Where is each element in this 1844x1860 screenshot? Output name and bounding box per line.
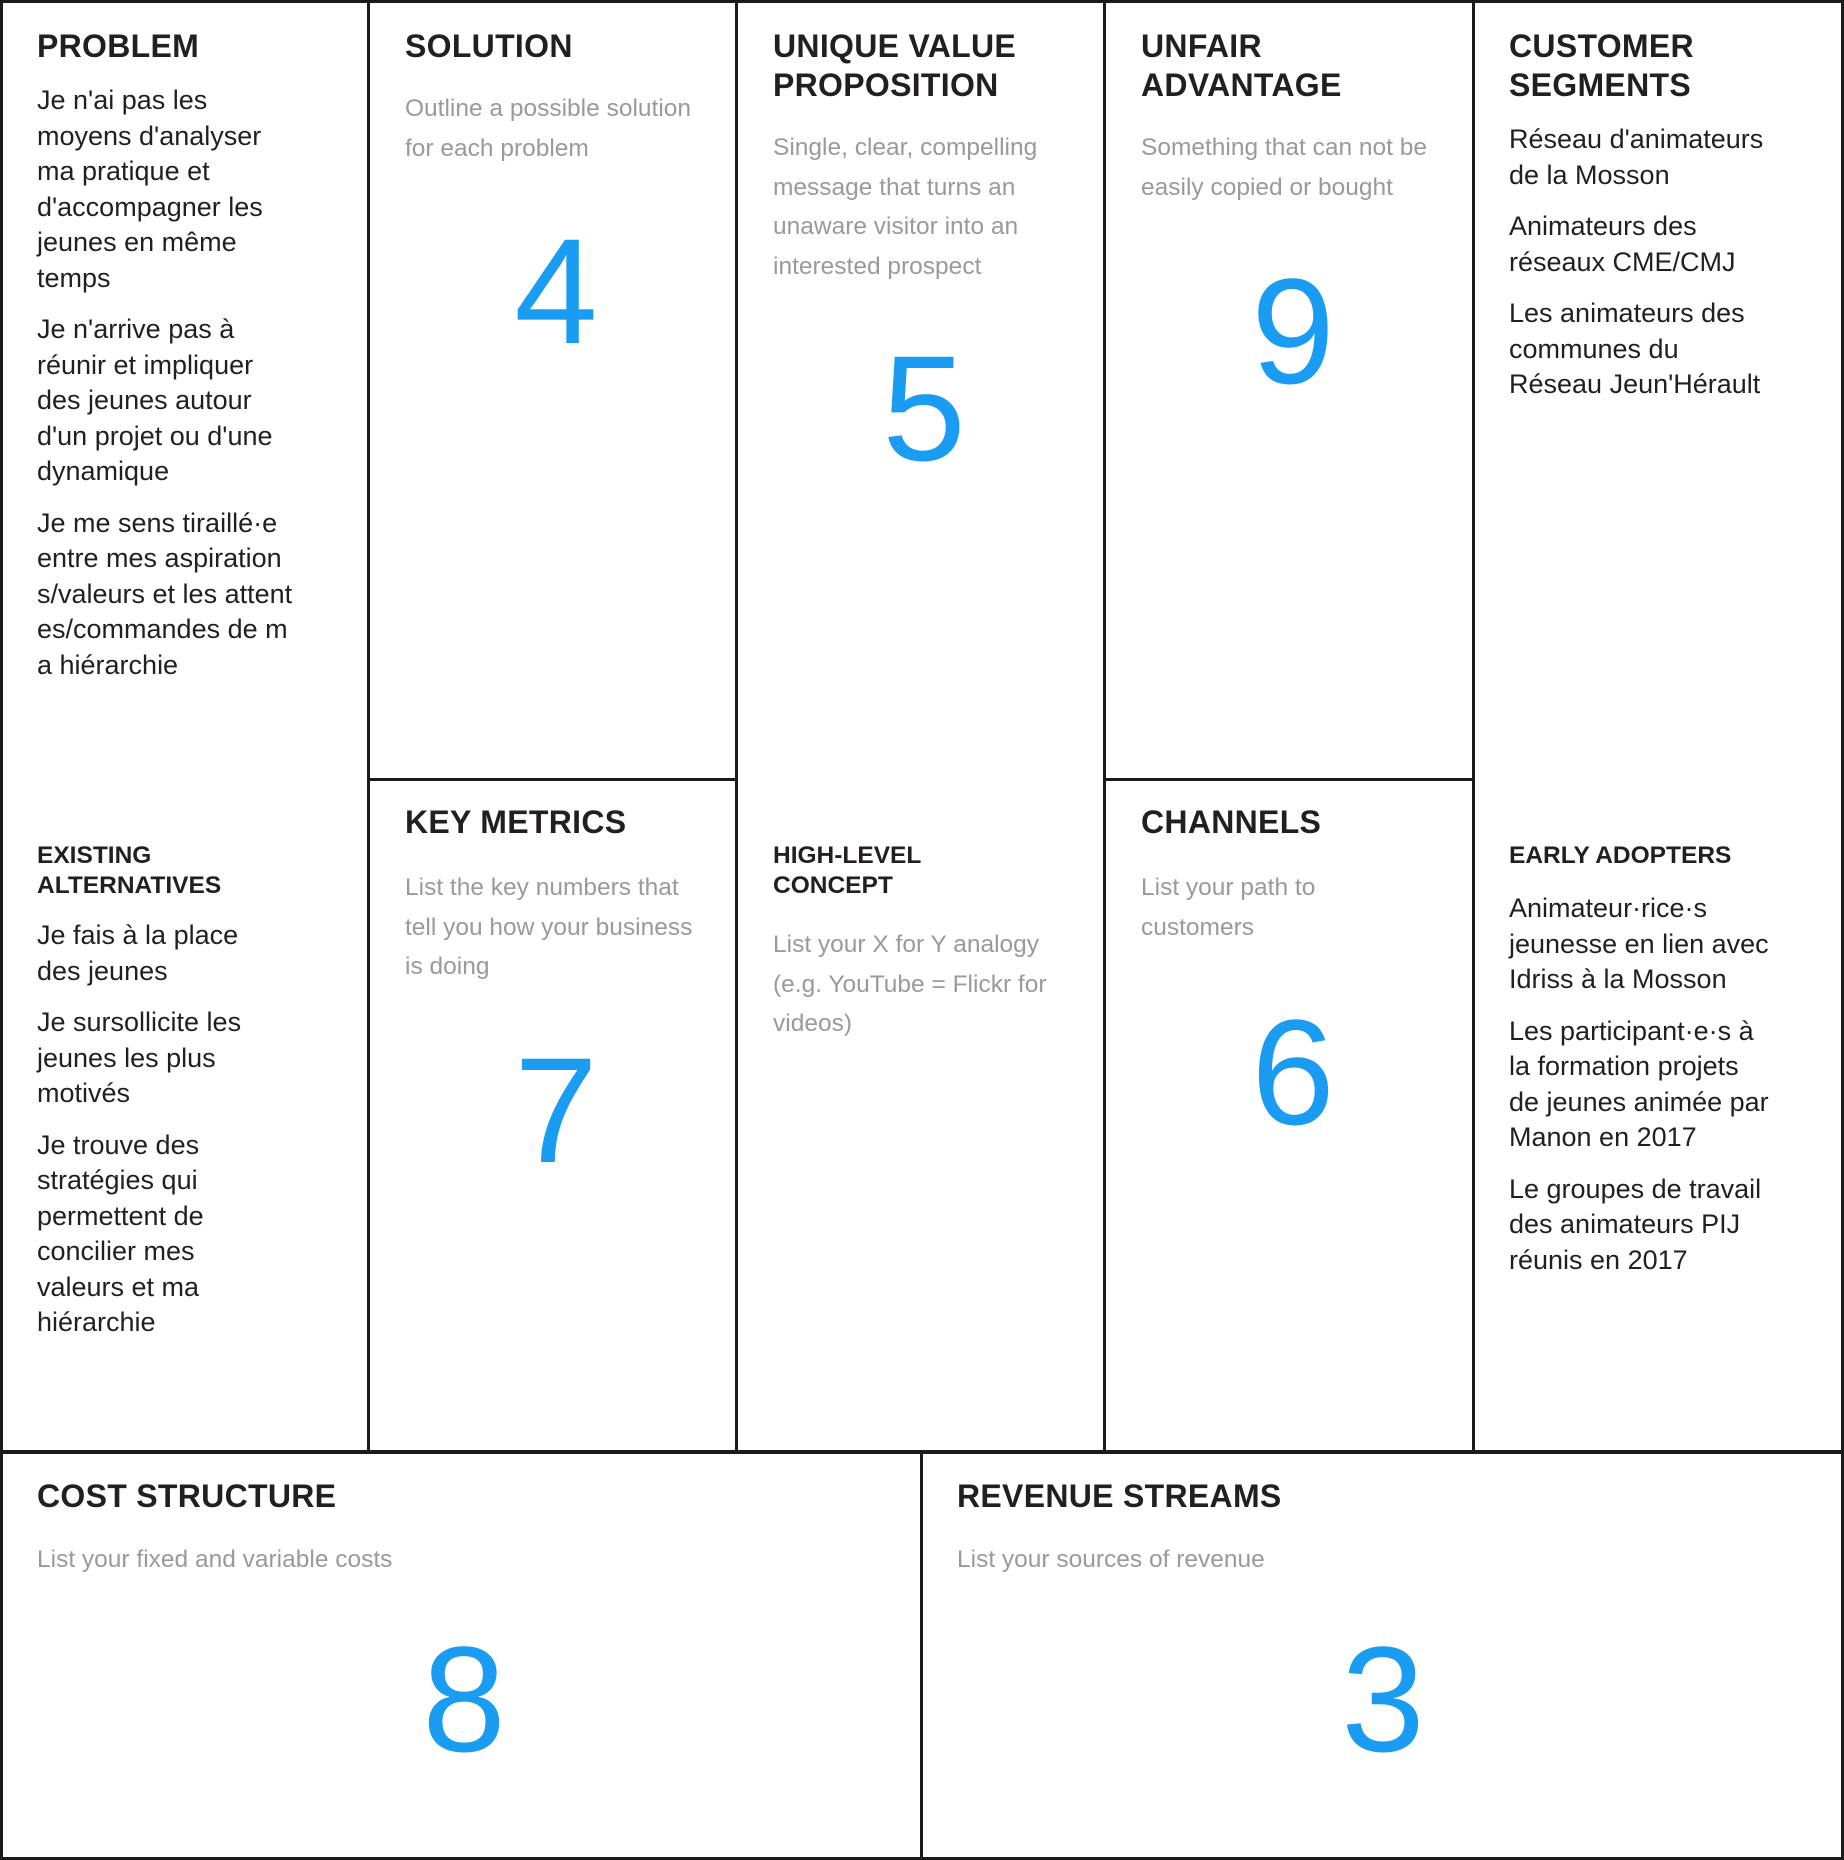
revenue-streams-number: 3 — [1341, 1615, 1425, 1783]
high-level-concept-section — [738, 781, 1103, 1450]
solution-title: SOLUTION — [405, 28, 573, 64]
solution-number: 4 — [514, 207, 598, 375]
high-level-concept-hint: List your X for Y analogy (e.g. YouTube = Flickr for videos) — [773, 931, 1047, 1037]
solution-section — [370, 3, 735, 778]
cost-structure-title: COST STRUCTURE — [37, 1478, 337, 1514]
channels-title: CHANNELS — [1141, 804, 1322, 840]
existing-alternatives-section — [3, 781, 367, 1450]
customer-segment-item: Animateurs des réseaux CME/CMJ — [1509, 211, 1736, 277]
solution-hint: Outline a possible solution for each problem — [405, 95, 692, 162]
uvp-title: UNIQUE VALUE PROPOSITION — [773, 28, 1017, 103]
cost-structure-hint: List your fixed and variable costs — [37, 1546, 393, 1573]
early-adopters-list — [1509, 891, 1771, 1294]
existing-alternative-item: Je sursollicite les jeunes les plus motivés — [37, 1007, 242, 1108]
problem-item: Je me sens tiraillé·e entre mes aspirations/valeurs et les attentes/commandes de ma hiérarchie — [37, 507, 293, 680]
existing-alternatives-title: EXISTING ALTERNATIVES — [37, 842, 222, 899]
customer-segment-item: Réseau d'animateurs de la Mosson — [1509, 124, 1764, 190]
revenue-streams-title: REVENUE STREAMS — [957, 1478, 1282, 1514]
key-metrics-hint: List the key numbers that tell you how your business is doing — [405, 874, 693, 980]
early-adopter-item: Les participant·e·s à la formation projets de jeunes animée par Manon en 2017 — [1509, 1015, 1769, 1152]
key-metrics-section — [370, 781, 735, 1450]
existing-alternatives-list — [37, 918, 277, 1357]
key-metrics-title: KEY METRICS — [405, 804, 627, 840]
problem-section — [3, 3, 367, 779]
customer-segments-section — [1475, 3, 1841, 779]
channels-section — [1106, 781, 1472, 1450]
cost-structure-section — [3, 1454, 920, 1857]
early-adopters-title: EARLY ADOPTERS — [1509, 842, 1732, 869]
early-adopter-item: Animateur·rice·s jeunesse en lien avec Idriss à la Mosson — [1509, 893, 1769, 994]
unfair-advantage-number: 9 — [1251, 247, 1335, 415]
early-adopters-section — [1475, 781, 1841, 1450]
cost-structure-number: 8 — [422, 1615, 506, 1783]
existing-alternative-item: Je fais à la place des jeunes — [37, 920, 239, 986]
customer-segments-list — [1509, 122, 1771, 419]
channels-hint: List your path to customers — [1141, 874, 1316, 941]
problem-item: Je n'ai pas les moyens d'analyser ma pratique et d'accompagner les jeunes en même temps — [37, 85, 263, 293]
uvp-number: 5 — [882, 324, 966, 492]
customer-segment-item: Les animateurs des communes du Réseau Jeun'Hérault — [1509, 298, 1761, 399]
unfair-advantage-title: UNFAIR ADVANTAGE — [1141, 28, 1342, 103]
existing-alternative-item: Je trouve des stratégies qui permettent de concilier mes valeurs et ma hiérarchie — [37, 1129, 204, 1337]
revenue-streams-hint: List your sources of revenue — [957, 1546, 1265, 1573]
high-level-concept-title: HIGH-LEVEL CONCEPT — [773, 842, 921, 899]
channels-number: 6 — [1251, 988, 1335, 1156]
unfair-advantage-hint: Something that can not be easily copied or bought — [1141, 134, 1428, 201]
problem-list — [37, 83, 299, 699]
problem-item: Je n'arrive pas à réunir et impliquer des jeunes autour d'un projet ou d'une dynamique — [37, 314, 273, 486]
uvp-section — [738, 3, 1103, 779]
problem-title: PROBLEM — [37, 28, 200, 64]
uvp-hint: Single, clear, compelling message that turns an unaware visitor into an interested prospect — [773, 134, 1038, 280]
unfair-advantage-section — [1106, 3, 1472, 778]
revenue-streams-section — [923, 1454, 1841, 1857]
key-metrics-number: 7 — [514, 1026, 598, 1194]
early-adopter-item: Le groupes de travail des animateurs PIJ réunis en 2017 — [1509, 1173, 1762, 1275]
customer-segments-title: CUSTOMER SEGMENTS — [1509, 28, 1694, 103]
